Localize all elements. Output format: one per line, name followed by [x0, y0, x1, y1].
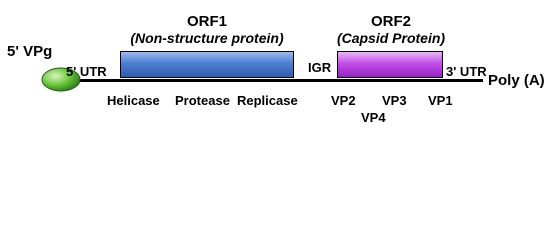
utr5-label: 5' UTR	[66, 64, 107, 79]
poly-a-label: Poly (A)	[488, 72, 545, 89]
vp4-label: VP4	[361, 110, 386, 125]
protease-label: Protease	[175, 93, 230, 108]
orf1-title: ORF1	[186, 13, 227, 30]
replicase-label: Replicase	[237, 93, 298, 108]
vpg-label: 5' VPg	[7, 43, 53, 60]
vp3-label: VP3	[382, 93, 407, 108]
orf2-title: ORF2	[370, 13, 411, 30]
orf2-subtitle: (Capsid Protein)	[336, 30, 446, 46]
orf2-box	[337, 51, 443, 78]
utr3-label: 3' UTR	[446, 64, 487, 79]
orf1-subtitle: (Non-structure protein)	[130, 30, 284, 46]
helicase-label: Helicase	[107, 93, 160, 108]
orf1-box	[120, 51, 294, 78]
genome-line	[52, 79, 483, 82]
igr-label: IGR	[308, 60, 332, 75]
vp2-label: VP2	[331, 93, 356, 108]
vp1-label: VP1	[428, 93, 453, 108]
